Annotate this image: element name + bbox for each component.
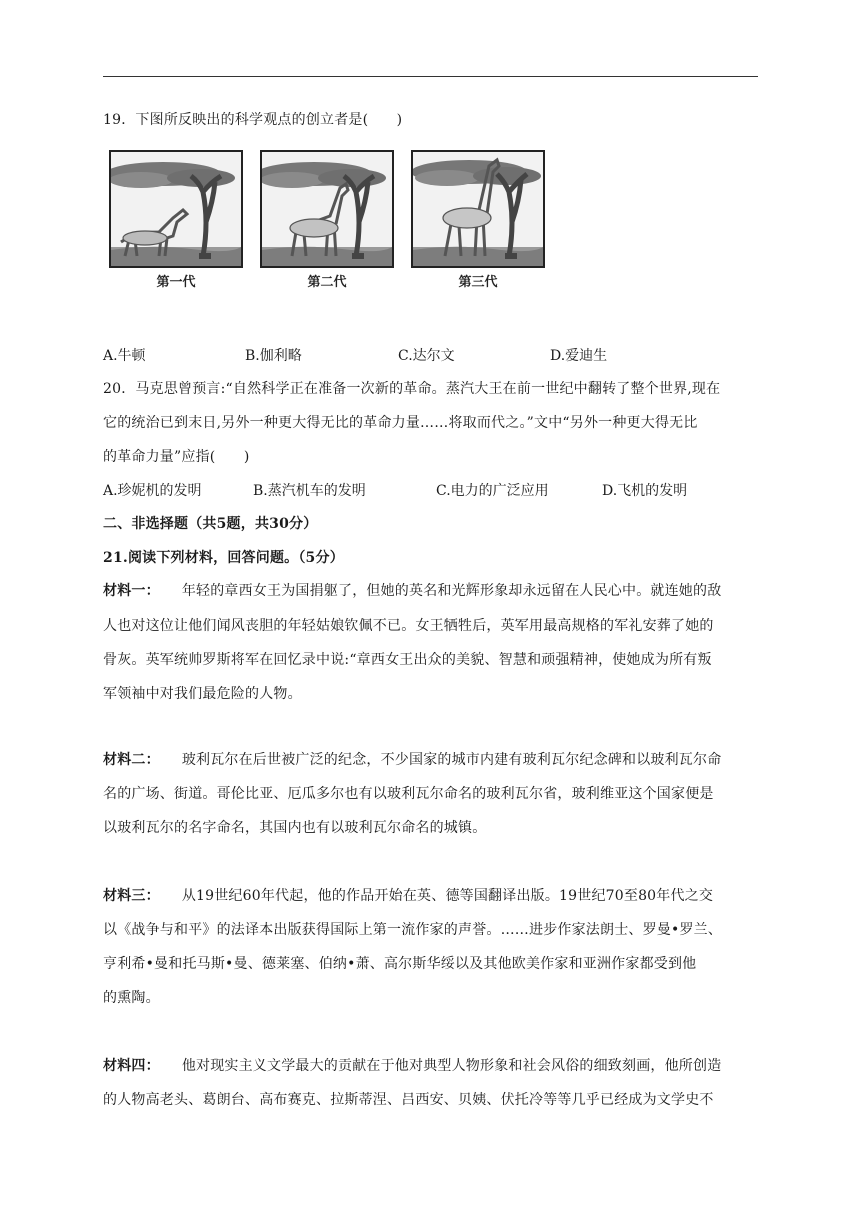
- evolution-figure: [109, 150, 549, 295]
- header-rule: [103, 76, 758, 77]
- section-heading: 二、非选择题（共5题，共30分）: [103, 516, 318, 532]
- giraffe-panel-3: [411, 150, 545, 268]
- material-3-line-2: 以《战争与和平》的法译本出版获得国际上第一流作家的声誉。……进步作家法朗士、罗曼•罗兰、: [103, 922, 723, 938]
- material-1-label: 材料一：: [103, 583, 160, 599]
- material-4-label: 材料四：: [103, 1058, 160, 1074]
- q20-line-1: 20．马克思曾预言:“自然科学正在准备一次新的革命。蒸汽大王在前一世纪中翻转了整个世界,现在: [103, 381, 721, 397]
- material-1-line-4: 军领袖中对我们最危险的人物。: [103, 686, 302, 702]
- giraffe-panel-1: [109, 150, 243, 268]
- q19-stem: 19．下图所反映出的科学观点的创立者是( ): [103, 112, 403, 128]
- material-1-line-2: 人也对这位让他们闻风丧胆的年轻姑娘钦佩不已。女王牺牲后，英军用最高规格的军礼安葬了她的: [103, 618, 714, 634]
- q20-line-2: 它的统治已到末日,另外一种更大得无比的革命力量……将取而代之。”文中“另外一种更大得无比: [103, 415, 698, 431]
- caption-gen-1: 第一代: [156, 275, 196, 290]
- q21-stem: 21.阅读下列材料，回答问题。（5分）: [103, 550, 344, 566]
- material-2-text: 玻利瓦尔在后世被广泛的纪念，不少国家的城市内建有玻利瓦尔纪念碑和以玻利瓦尔命: [181, 752, 722, 768]
- q19-option-d: D.爱迪生: [550, 348, 608, 364]
- material-3-line-1: [103, 886, 713, 906]
- material-3-line-3: 亨利希•曼和托马斯•曼、德莱塞、伯纳•萧、高尔斯华绥以及其他欧美作家和亚洲作家都受到他: [103, 956, 697, 972]
- material-1-text: 年轻的章西女王为国捐躯了，但她的英名和光辉形象却永远留在人民心中。就连她的敌: [181, 583, 722, 599]
- material-4-text: 他对现实主义文学最大的贡献在于他对典型人物形象和社会风俗的细致刻画，他所创造: [181, 1058, 722, 1074]
- caption-gen-3: 第三代: [458, 275, 498, 290]
- q19-option-a: A.牛顿: [103, 348, 146, 364]
- material-1-line-3: 骨灰。英军统帅罗斯将军在回忆录中说:“章西女王出众的美貌、智慧和顽强精神，使她成为所有叛: [103, 652, 712, 668]
- q20-line-3: 的革命力量”应指( ): [103, 449, 250, 465]
- q19-option-b: B.伽利略: [245, 348, 302, 364]
- material-2-line-1: [103, 750, 721, 770]
- q20-option-d: D.飞机的发明: [602, 483, 688, 499]
- q20-option-b: B.蒸汽机车的发明: [253, 483, 366, 499]
- material-3-text: 从19世纪60年代起，他的作品开始在英、德等国翻译出版。19世纪70至80年代之交: [181, 888, 714, 904]
- material-2-label: 材料二：: [103, 752, 160, 768]
- material-2-line-2: 名的广场、街道。哥伦比亚、厄瓜多尔也有以玻利瓦尔命名的玻利瓦尔省，玻利维亚这个国家便是: [103, 786, 714, 802]
- material-4-line-2: 的人物高老头、葛朗台、高布赛克、拉斯蒂涅、吕西安、贝姨、伏托冷等等几乎已经成为文学史不: [103, 1092, 714, 1108]
- material-3-label: 材料三：: [103, 888, 160, 904]
- q20-option-a: A.珍妮机的发明: [103, 483, 202, 499]
- q20-option-c: C.电力的广泛应用: [436, 483, 549, 499]
- giraffe-panel-2: [260, 150, 394, 268]
- material-1-line-1: [103, 581, 721, 601]
- material-3-line-4: 的熏陶。: [103, 990, 160, 1006]
- material-4-line-1: [103, 1056, 721, 1076]
- material-2-line-3: 以玻利瓦尔的名字命名，其国内也有以玻利瓦尔命名的城镇。: [103, 820, 487, 836]
- q19-option-c: C.达尔文: [398, 348, 455, 364]
- caption-gen-2: 第二代: [307, 275, 347, 290]
